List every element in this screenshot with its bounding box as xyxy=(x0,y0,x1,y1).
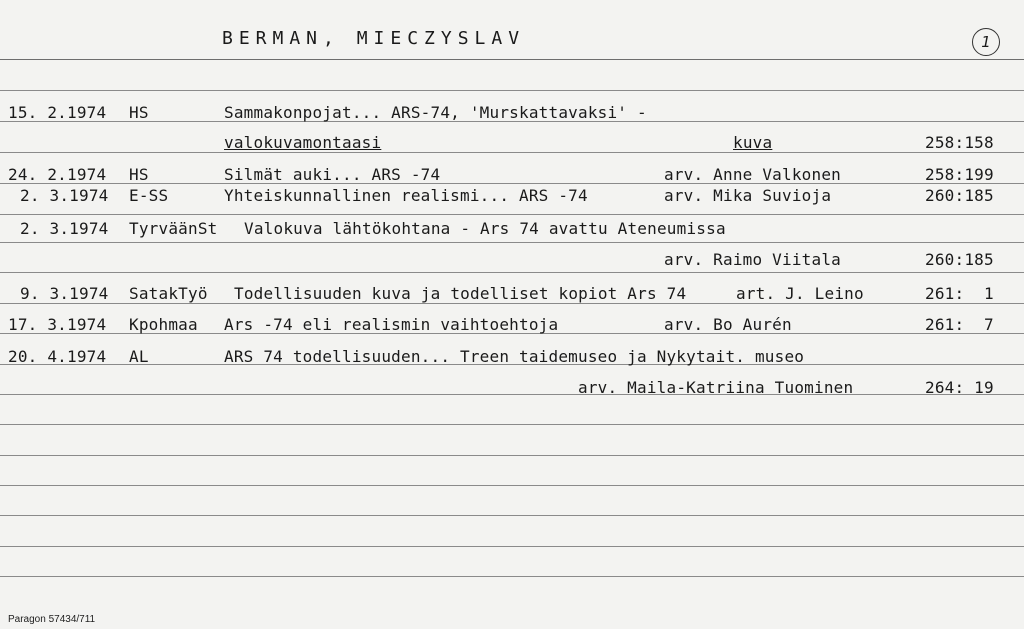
card-imprint: Paragon 57434/711 xyxy=(8,614,96,625)
entry-author: arv. Bo Aurén xyxy=(664,315,792,334)
entry-author: arv. Mika Suvioja xyxy=(664,186,832,205)
entry-title: Valokuva lähtökohtana - Ars 74 avattu Ateneumissa xyxy=(244,219,726,238)
entry-source: Kpohmaa xyxy=(129,315,198,334)
card-rule xyxy=(0,424,1024,425)
entry-author: art. J. Leino xyxy=(736,284,864,303)
card-rule xyxy=(0,303,1024,304)
entry-ref: 261: 7 xyxy=(925,315,994,334)
card-title: BERMAN, MIECZYSLAV xyxy=(222,28,526,49)
entry-title: Yhteiskunnallinen realismi... ARS -74 xyxy=(224,186,588,205)
entry-author: arv. Raimo Viitala xyxy=(664,250,841,269)
card-rule xyxy=(0,183,1024,184)
entry-ref: 258:199 xyxy=(925,165,994,184)
card-rule xyxy=(0,214,1024,215)
entry-title: Silmät auki... ARS -74 xyxy=(224,165,441,184)
card-rule xyxy=(0,515,1024,516)
entry-ref: 264: 19 xyxy=(925,378,994,397)
entry-source: TyrväänSt xyxy=(129,219,218,238)
entry-source: HS xyxy=(129,103,149,122)
entry-title: Todellisuuden kuva ja todelliset kopiot Ars 74 xyxy=(234,284,687,303)
entry-date: 15. 2.1974 xyxy=(8,103,107,122)
entry-date: 2. 3.1974 xyxy=(20,186,109,205)
card-rule xyxy=(0,485,1024,486)
entry-ref: 261: 1 xyxy=(925,284,994,303)
card-rule xyxy=(0,90,1024,91)
entry-date: 24. 2.1974 xyxy=(8,165,107,184)
entry-source: SatakTyö xyxy=(129,284,208,303)
entry-author: arv. Anne Valkonen xyxy=(664,165,841,184)
entry-ref: 260:185 xyxy=(925,186,994,205)
entry-source: E-SS xyxy=(129,186,169,205)
entry-title: ARS 74 todellisuuden... Treen taidemuseo ja Nykytait. museo xyxy=(224,347,805,366)
entry-ref: 260:185 xyxy=(925,250,994,269)
entry-source: AL xyxy=(129,347,149,366)
entry-date: 17. 3.1974 xyxy=(8,315,107,334)
entry-date: 2. 3.1974 xyxy=(20,219,109,238)
entry-date: 9. 3.1974 xyxy=(20,284,109,303)
entry-title: valokuvamontaasi xyxy=(224,133,382,152)
entry-title: Ars -74 eli realismin vaihtoehtoja xyxy=(224,315,559,334)
entry-source: HS xyxy=(129,165,149,184)
card-number: 1 xyxy=(972,28,1000,56)
entry-ref: 258:158 xyxy=(925,133,994,152)
entry-author: arv. Maila-Katriina Tuominen xyxy=(578,378,854,397)
card-rule xyxy=(0,576,1024,577)
entry-title: Sammakonpojat... ARS-74, 'Murskattavaksi' - xyxy=(224,103,647,122)
card-rule xyxy=(0,152,1024,153)
card-rule xyxy=(0,242,1024,243)
entry-date: 20. 4.1974 xyxy=(8,347,107,366)
header-rule xyxy=(0,59,1024,60)
card-rule xyxy=(0,394,1024,395)
card-rule xyxy=(0,546,1024,547)
card-rule xyxy=(0,455,1024,456)
card-rule xyxy=(0,272,1024,273)
entry-author: kuva xyxy=(733,133,773,152)
